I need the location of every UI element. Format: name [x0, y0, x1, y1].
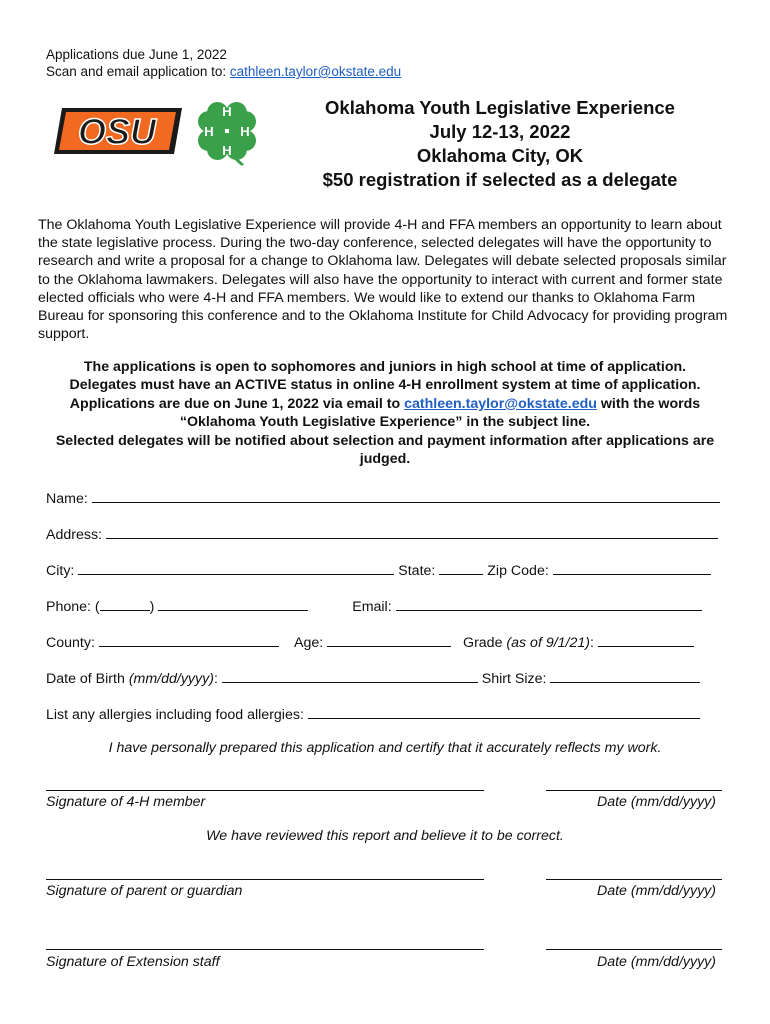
event-title-block	[290, 96, 710, 192]
member-date-label: Date (mm/dd/yyyy)	[596, 794, 716, 810]
grade-label: Grade (as of 9/1/21):	[463, 635, 594, 651]
phone-number-field[interactable]	[158, 598, 308, 611]
county-label: County:	[46, 635, 95, 651]
svg-text:H: H	[240, 124, 250, 139]
shirt-size-label: Shirt Size:	[481, 671, 547, 687]
extension-signature-label: Signature of Extension staff	[46, 954, 220, 970]
due-date-text: Applications due June 1, 2022	[46, 47, 227, 62]
rule-email-link[interactable]: cathleen.taylor@okstate.edu	[404, 395, 597, 412]
allergies-field[interactable]	[308, 706, 700, 719]
osu-logo	[54, 104, 182, 158]
phone-label: Phone: (	[46, 599, 100, 615]
dob-field[interactable]	[222, 670, 478, 683]
member-date-line[interactable]	[546, 790, 722, 791]
fourh-clover-logo	[190, 94, 264, 168]
scan-instructions: Scan and email application to: cathleen.taylor@okstate.edu	[46, 64, 402, 79]
review-statement: We have reviewed this report and believe it to be correct.	[206, 828, 564, 844]
state-label: State:	[398, 563, 436, 579]
name-field[interactable]	[92, 490, 720, 503]
svg-text:H: H	[204, 124, 214, 139]
event-dates: July 12-13, 2022	[429, 121, 571, 142]
member-signature-label: Signature of 4-H member	[46, 794, 206, 810]
city-row	[46, 562, 726, 579]
allergies-label: List any allergies including food allergies:	[46, 707, 304, 723]
county-field[interactable]	[99, 634, 279, 647]
rule-notification: Selected delegates will be notified about selection and payment information after applications are judged.	[55, 432, 715, 468]
city-field[interactable]	[78, 562, 394, 575]
parent-date-label: Date (mm/dd/yyyy)	[596, 883, 716, 899]
event-location: Oklahoma City, OK	[416, 145, 584, 166]
zip-field[interactable]	[553, 562, 711, 575]
extension-signature-line[interactable]	[46, 949, 484, 950]
dob-shirt-row	[46, 670, 726, 687]
grade-field[interactable]	[598, 634, 694, 647]
rule-due-date: Applications are due on June 1, 2022 via email to cathleen.taylor@okstate.edu with the words	[69, 395, 701, 412]
rule-active-status: Delegates must have an ACTIVE status in online 4-H enrollment system at time of application.	[69, 377, 701, 394]
allergies-row	[46, 706, 726, 723]
email-link[interactable]: cathleen.taylor@okstate.edu	[229, 64, 402, 79]
name-label: Name:	[46, 491, 88, 507]
registration-fee: $50 registration if selected as a delegate	[322, 169, 678, 190]
svg-text:H: H	[222, 104, 232, 119]
email-field[interactable]	[396, 598, 702, 611]
email-label: Email:	[352, 599, 392, 615]
member-signature-line[interactable]	[46, 790, 484, 791]
rule-subject-line: “Oklahoma Youth Legislative Experience” in the subject line.	[179, 414, 591, 431]
header-note	[46, 46, 401, 80]
address-row	[46, 526, 726, 543]
phone-area-code-field[interactable]	[100, 598, 150, 611]
zip-label: Zip Code:	[487, 563, 549, 579]
shirt-size-field[interactable]	[550, 670, 700, 683]
phone-email-row	[46, 598, 726, 615]
eligibility-rules	[40, 358, 730, 468]
age-label: Age:	[293, 635, 324, 651]
city-label: City:	[46, 563, 75, 579]
intro-paragraph: The Oklahoma Youth Legislative Experience will provide 4-H and FFA members an opportunity to learn about the state legislative process. During the two-day conference, selected delegates will have the opportunity to research and write a proposal for a change to Oklahoma law. Delegates will debate selected proposals similar to the Oklahoma lawmakers. Delegates will also have the opportunity to interact with current and former state elected officials who were 4-H and FFA members. We would like to extend our thanks to Oklahoma Farm Bureau for sponsoring this conference and to the Oklahoma Institute for Child Advocacy for providing program support.	[38, 217, 728, 343]
certification-statement: I have personally prepared this application and certify that it accurately reflects my work.	[108, 740, 662, 756]
parent-date-line[interactable]	[546, 879, 722, 880]
state-field[interactable]	[439, 562, 483, 575]
parent-signature-line[interactable]	[46, 879, 484, 880]
osu-logo-text: OSU	[77, 111, 157, 152]
age-field[interactable]	[327, 634, 451, 647]
name-row	[46, 490, 726, 507]
parent-signature-label: Signature of parent or guardian	[46, 883, 243, 899]
extension-date-line[interactable]	[546, 949, 722, 950]
address-label: Address:	[46, 527, 102, 543]
address-field[interactable]	[106, 526, 718, 539]
extension-date-label: Date (mm/dd/yyyy)	[596, 954, 716, 970]
rule-eligibility: The applications is open to sophomores and juniors in high school at time of application.	[83, 359, 687, 375]
svg-text:H: H	[222, 143, 232, 158]
dob-label: Date of Birth (mm/dd/yyyy):	[46, 671, 218, 687]
event-title: Oklahoma Youth Legislative Experience	[325, 97, 675, 118]
county-age-grade-row	[46, 634, 726, 651]
phone-close-paren: )	[149, 599, 155, 615]
